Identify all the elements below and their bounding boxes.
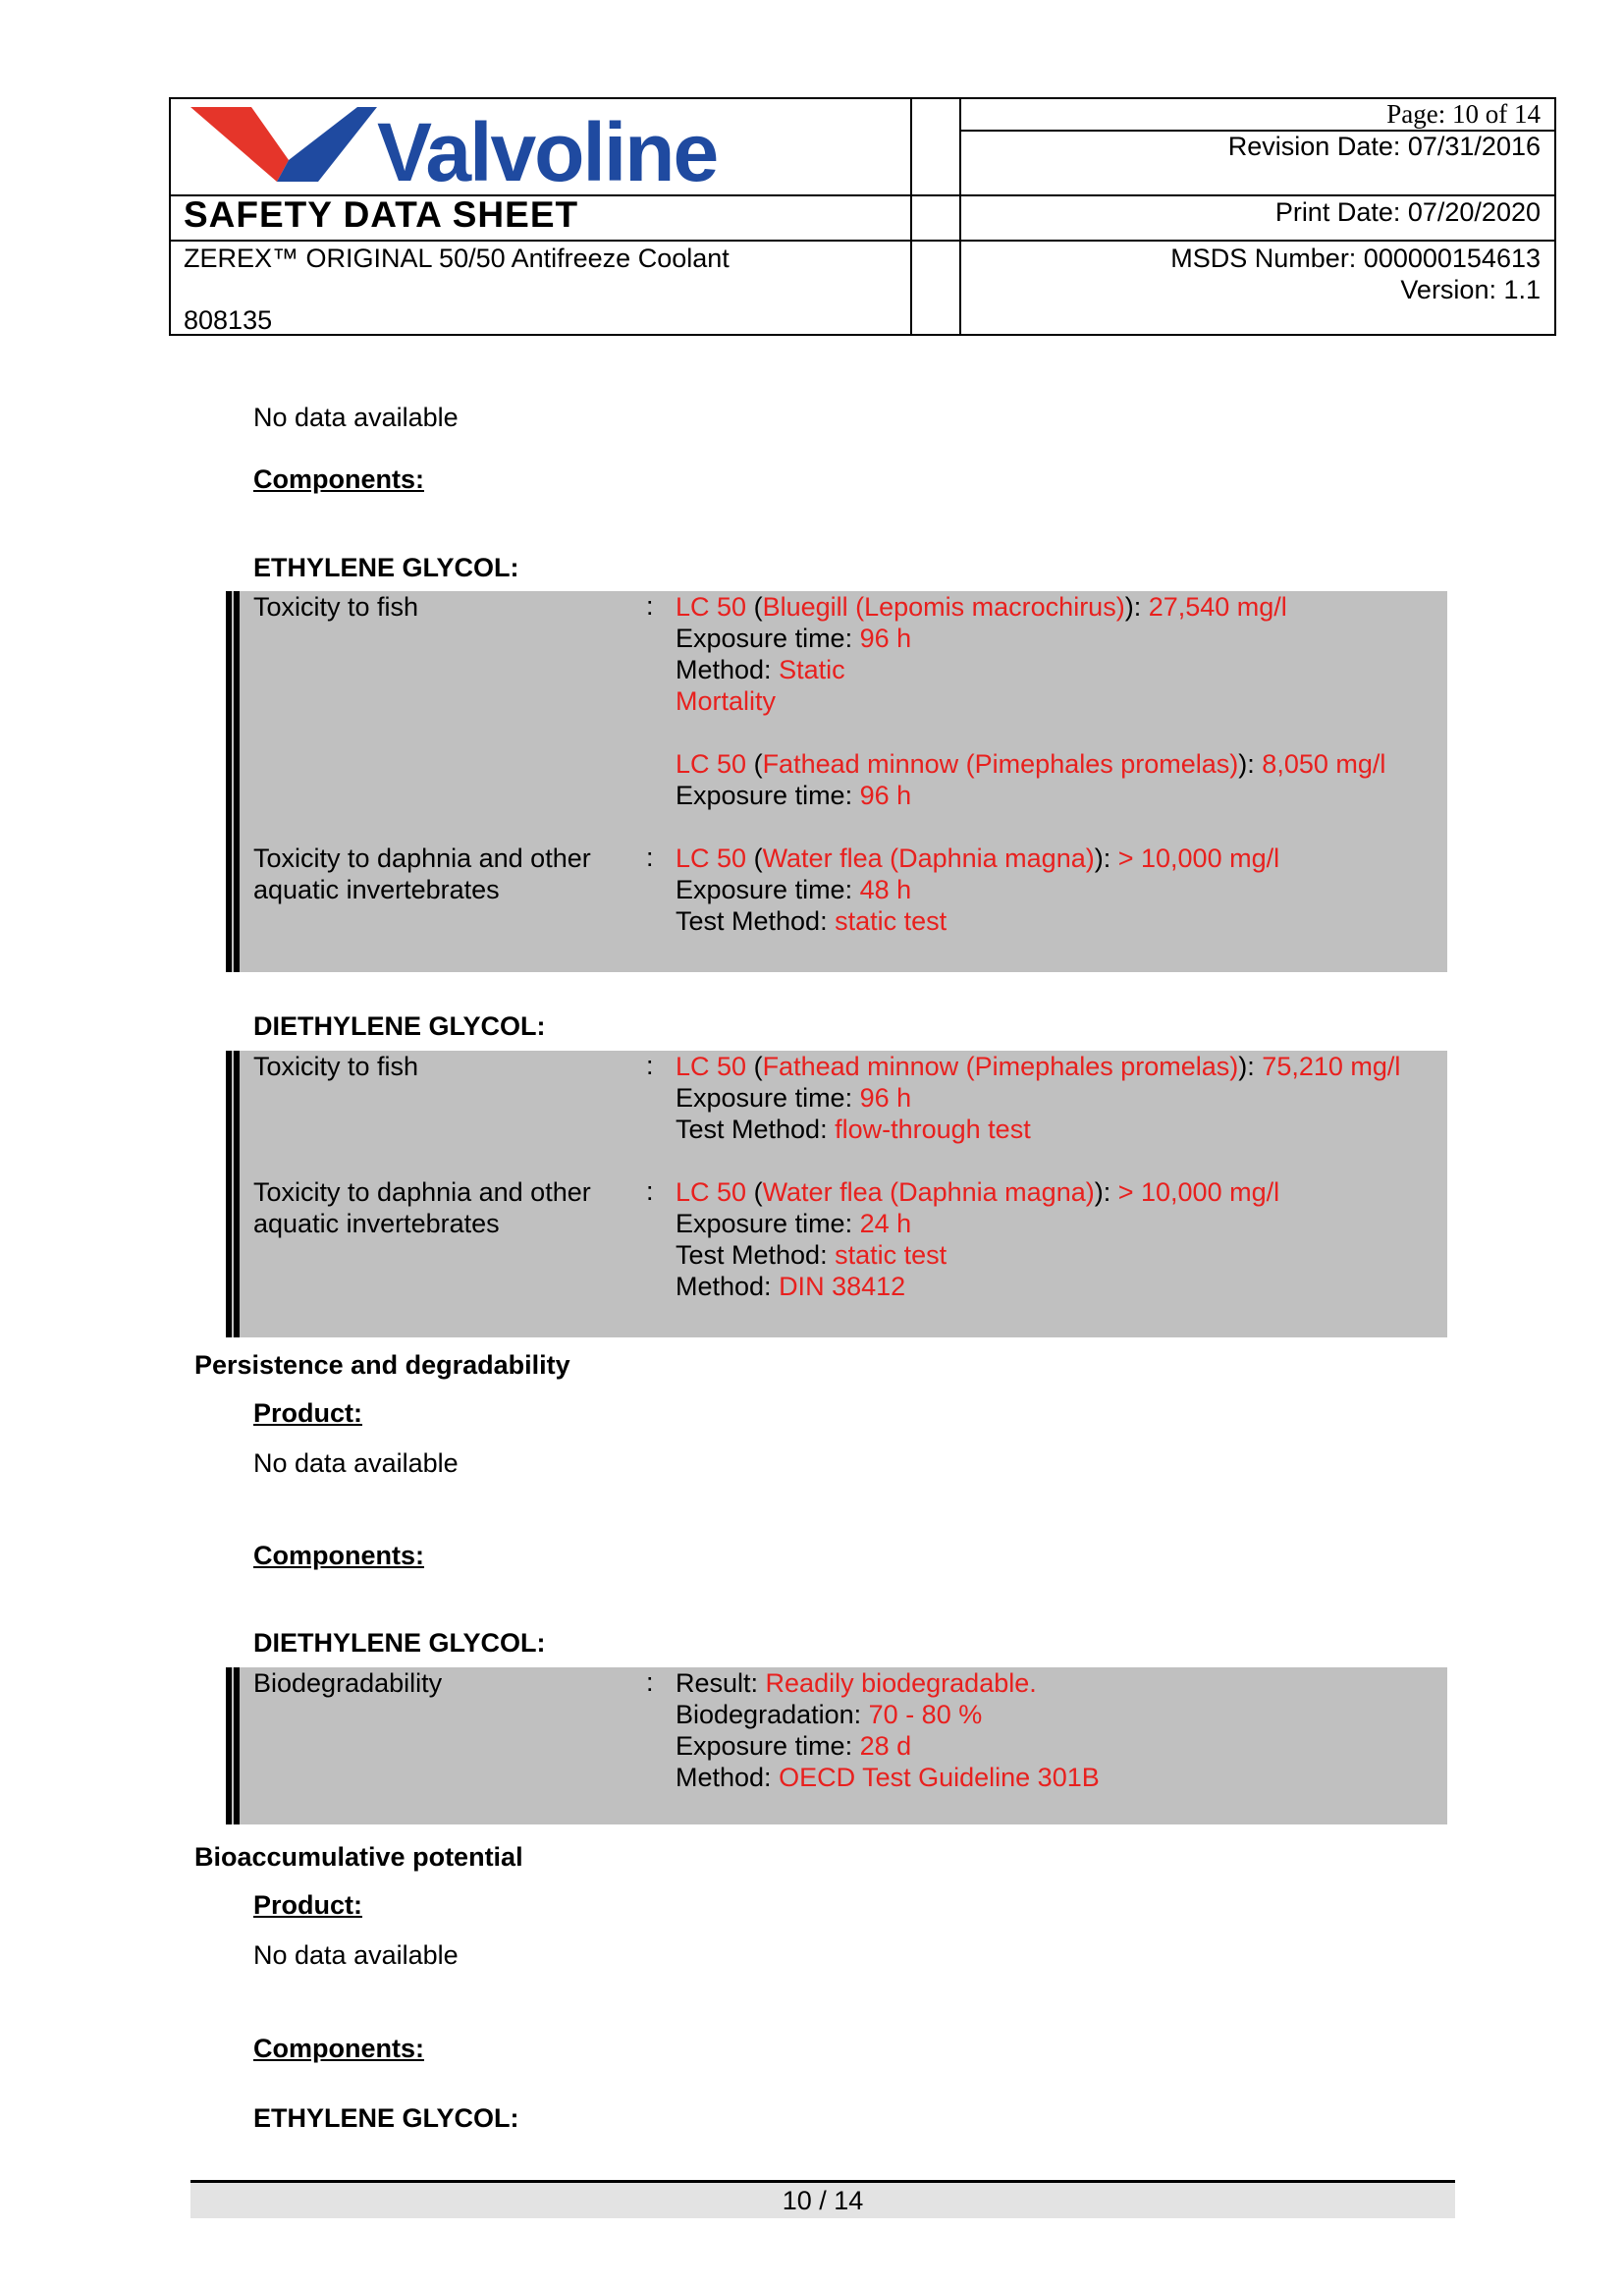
section-heading-persistence: Persistence and degradability (194, 1350, 570, 1380)
value-line (676, 1699, 1100, 1730)
value-line (676, 874, 1279, 905)
value-text: Exposure time: (676, 1209, 860, 1238)
document-title: SAFETY DATA SHEET (184, 194, 579, 235)
document-header (169, 97, 1556, 336)
value-text-red: LC 50 (676, 1177, 747, 1207)
value-text-red: 48 h (859, 875, 912, 904)
value-text-red: OECD Test Guideline 301B (779, 1763, 1100, 1792)
value-text-red: flow-through test (835, 1115, 1031, 1144)
row-value (676, 1051, 1400, 1145)
header-divider (171, 240, 1554, 242)
value-text: Exposure time: (676, 1731, 860, 1761)
value-text: ( (746, 749, 763, 779)
revision-date: Revision Date: 07/31/2016 (1227, 132, 1541, 161)
value-text: ( (746, 844, 763, 873)
value-text: Method: (676, 655, 780, 684)
value-line (676, 1762, 1100, 1793)
value-text-red: Bluegill (Lepomis macrochirus) (762, 592, 1125, 622)
product-heading: Product: (253, 1890, 362, 1920)
row-label: Toxicity to daphnia and other aquatic invertebrates (253, 1177, 591, 1238)
product-name: ZEREX™ ORIGINAL 50/50 Antifreeze Coolant (184, 244, 730, 273)
value-text-red: > 10,000 mg/l (1117, 1177, 1280, 1207)
colon: : (646, 591, 654, 621)
value-line (676, 1082, 1400, 1114)
value-text: Result: (676, 1668, 766, 1698)
logo-wordmark: Valvoline (377, 106, 718, 198)
print-date: Print Date: 07/20/2020 (1274, 197, 1541, 227)
msds-number: MSDS Number: 000000154613 (1170, 244, 1541, 273)
value-text-red: LC 50 (676, 844, 747, 873)
change-bar (226, 1667, 240, 1824)
value-text-red: 27,540 mg/l (1148, 592, 1287, 622)
value-text: Exposure time: (676, 1083, 860, 1113)
value-text-red: LC 50 (676, 592, 747, 622)
component-heading-diethylene-glycol: DIETHYLENE GLYCOL: (253, 1628, 546, 1658)
ethylene-glycol-toxicity-block (234, 591, 1447, 972)
row-value (676, 843, 1279, 937)
value-text: Test Method: (676, 906, 836, 936)
row-value (676, 1667, 1100, 1793)
page-indicator: Page: 10 of 14 (1386, 99, 1541, 129)
value-text: ( (746, 592, 763, 622)
value-text-red: Water flea (Daphnia magna) (762, 1177, 1095, 1207)
value-text: Biodegradation: (676, 1700, 869, 1729)
value-text-red: 24 h (859, 1209, 912, 1238)
components-heading: Components: (253, 2034, 424, 2063)
value-line (676, 623, 1385, 654)
value-text-red: static test (835, 1240, 947, 1270)
section-heading-bioaccumulative: Bioaccumulative potential (194, 1842, 523, 1872)
value-text: ( (746, 1177, 763, 1207)
colon: : (646, 843, 654, 872)
product-heading: Product: (253, 1398, 362, 1428)
value-text-red: static test (835, 906, 947, 936)
value-text-red: 8,050 mg/l (1262, 749, 1386, 779)
change-bar (226, 1051, 240, 1337)
value-line (676, 843, 1279, 874)
value-text-red: DIN 38412 (779, 1272, 906, 1301)
value-line (676, 1114, 1400, 1145)
colon: : (646, 1176, 654, 1206)
header-divider (910, 99, 912, 334)
value-text: ): (1094, 844, 1118, 873)
value-line (676, 685, 1385, 717)
value-text: ): (1238, 749, 1263, 779)
value-line (676, 654, 1385, 685)
value-line (676, 1051, 1400, 1082)
value-line (676, 1271, 1279, 1302)
colon: : (646, 1667, 654, 1697)
component-heading-diethylene-glycol: DIETHYLENE GLYCOL: (253, 1011, 546, 1041)
value-text: ): (1124, 592, 1149, 622)
header-divider (959, 99, 961, 334)
value-text-red: Mortality (676, 686, 777, 716)
value-line (676, 748, 1385, 780)
value-text: Method: (676, 1272, 780, 1301)
row-value (676, 591, 1385, 811)
footer-page-number: 10 / 14 (190, 2183, 1455, 2218)
value-text-red: Readily biodegradable. (765, 1668, 1037, 1698)
component-heading-ethylene-glycol: ETHYLENE GLYCOL: (253, 2103, 519, 2133)
biodegradability-block (234, 1667, 1447, 1824)
row-label: Toxicity to daphnia and other aquatic invertebrates (253, 844, 591, 904)
component-heading-ethylene-glycol: ETHYLENE GLYCOL: (253, 553, 519, 582)
value-line (676, 905, 1279, 937)
value-text-red: Water flea (Daphnia magna) (762, 844, 1095, 873)
value-text-red: Fathead minnow (Pimephales promelas) (762, 1052, 1239, 1081)
value-line (676, 1176, 1279, 1208)
value-text: Test Method: (676, 1240, 836, 1270)
value-text: ): (1094, 1177, 1118, 1207)
value-text-red: 96 h (859, 781, 912, 810)
no-data-text: No data available (253, 403, 459, 432)
row-label: Toxicity to fish (253, 1052, 419, 1081)
value-text: ): (1238, 1052, 1263, 1081)
diethylene-glycol-toxicity-block (234, 1051, 1447, 1337)
value-text-red: 96 h (859, 1083, 912, 1113)
value-text-red: Fathead minnow (Pimephales promelas) (762, 749, 1239, 779)
row-value (676, 1176, 1279, 1302)
value-text: Exposure time: (676, 624, 860, 653)
value-line (676, 1730, 1100, 1762)
row-label: Biodegradability (253, 1668, 443, 1698)
value-text-red: LC 50 (676, 1052, 747, 1081)
value-line (676, 717, 1385, 748)
value-text-red: 28 d (859, 1731, 912, 1761)
value-text-red: LC 50 (676, 749, 747, 779)
value-line (676, 1239, 1279, 1271)
value-line (676, 591, 1385, 623)
valvoline-logo (190, 103, 897, 198)
product-code: 808135 (184, 305, 273, 335)
value-text-red: 75,210 mg/l (1262, 1052, 1401, 1081)
value-text: Test Method: (676, 1115, 836, 1144)
change-bar (226, 591, 240, 972)
value-text: Exposure time: (676, 781, 860, 810)
components-heading: Components: (253, 464, 424, 494)
value-line (676, 1208, 1279, 1239)
value-line (676, 1667, 1100, 1699)
no-data-text: No data available (253, 1448, 459, 1478)
value-text: Method: (676, 1763, 780, 1792)
value-text-red: > 10,000 mg/l (1117, 844, 1280, 873)
no-data-text: No data available (253, 1940, 459, 1970)
version: Version: 1.1 (1400, 275, 1541, 304)
value-text-red: 70 - 80 % (868, 1700, 983, 1729)
row-label: Toxicity to fish (253, 592, 419, 622)
value-line (676, 780, 1385, 811)
components-heading: Components: (253, 1541, 424, 1570)
colon: : (646, 1051, 654, 1080)
value-text-red: Static (779, 655, 845, 684)
value-text-red: 96 h (859, 624, 912, 653)
value-text: Exposure time: (676, 875, 860, 904)
value-text: ( (746, 1052, 763, 1081)
